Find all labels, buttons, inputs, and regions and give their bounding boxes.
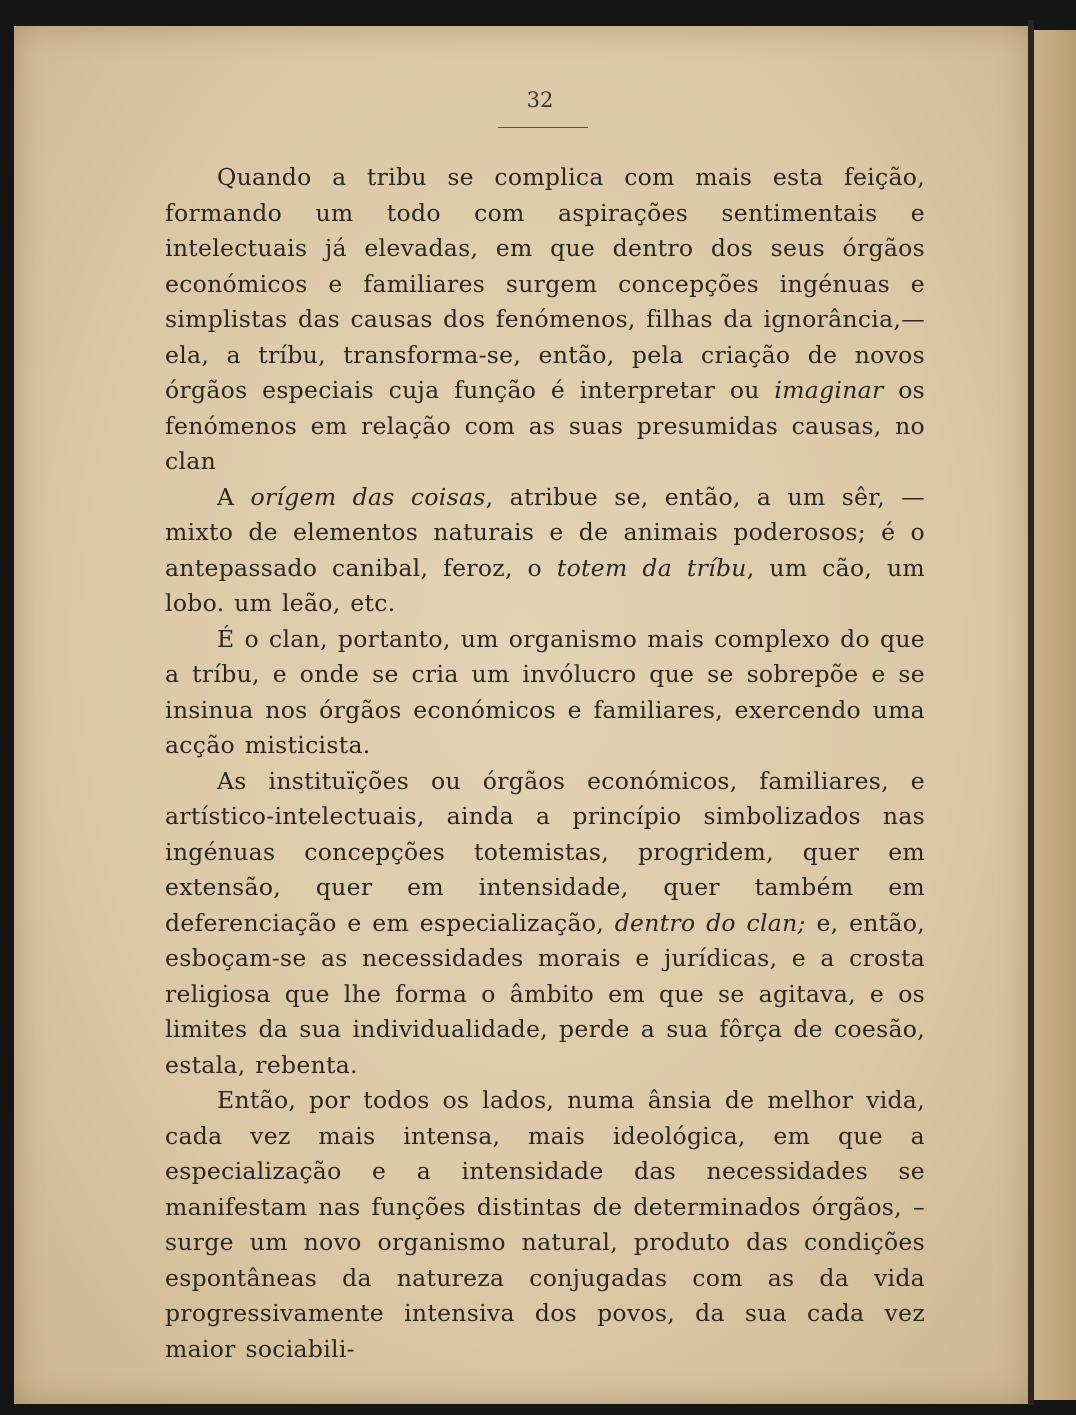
italic-run: orígem das coisas (250, 482, 486, 511)
paragraph (165, 480, 925, 622)
italic-run: totem da tríbu (556, 553, 747, 582)
text-run: As instituïções ou órgãos económicos, familiares, e artístico-intelectuais, ainda a princípio simbolizados nas ingénuas concepções totemistas, progridem, quer em extensão, quer em intensidade, quer também em deferenciação e em especialização, (165, 766, 925, 937)
text-run: os fenómenos em relação com as suas presumidas causas, no clan (165, 376, 926, 475)
text-run: É o clan, portanto, um organismo mais complexo do que a tríbu, e onde se cria um invólucro que se sobrepõe e se insinua nos órgãos económicos e familiares, exercendo uma acção misticista. (165, 624, 925, 759)
italic-run: imaginar (774, 376, 884, 404)
text-run: Quando a tribu se complica com mais esta feição, formando um todo com aspirações sentimentais e intelectuais já elevadas, em que dentro dos seus órgãos económicos e familiares surgem concepções ingénuas e simplistas das causas dos fenómenos, filhas da ignorância,—ela, a tríbu, transforma-se, então, pela criação de novos órgãos especiais cuja função é interpretar ou (165, 163, 925, 404)
page-number: 32 (526, 88, 554, 112)
text-run: e, então, esboçam-se as necessidades morais e jurídicas, e a crosta religiosa que lhe forma o âmbito em que se agitava, e os limites da sua individualidade, perde a sua fôrça de coesão, estala, rebenta. (165, 908, 925, 1079)
paragraph (165, 764, 925, 1084)
body-text (165, 160, 925, 1367)
text-run: Então, por todos os lados, numa ânsia de melhor vida, cada vez mais intensa, mais ideológica, em que a especialização e a intensidade das necessidades se manifestam nas funções distintas de determinados órgãos, – surge um novo organismo natural, produto das condições espontâneas da natureza conjugadas com as da vida progressivamente intensiva dos povos, da sua cada vez maior sociabili- (165, 1086, 925, 1363)
paragraph (165, 1083, 925, 1367)
text-run: , atribue se, então, a um sêr, — mixto de elementos naturais e de animais poderosos; é o antepassado canibal, feroz, o (165, 482, 925, 582)
header-rule (498, 127, 588, 128)
facing-page-edge (1034, 30, 1076, 1400)
text-run: , um cão, um lobo. um leão, etc. (165, 553, 926, 617)
paragraph (165, 622, 925, 764)
italic-run: dentro do clan; (614, 908, 806, 937)
paragraph (165, 160, 925, 480)
text-run: A (217, 482, 251, 511)
